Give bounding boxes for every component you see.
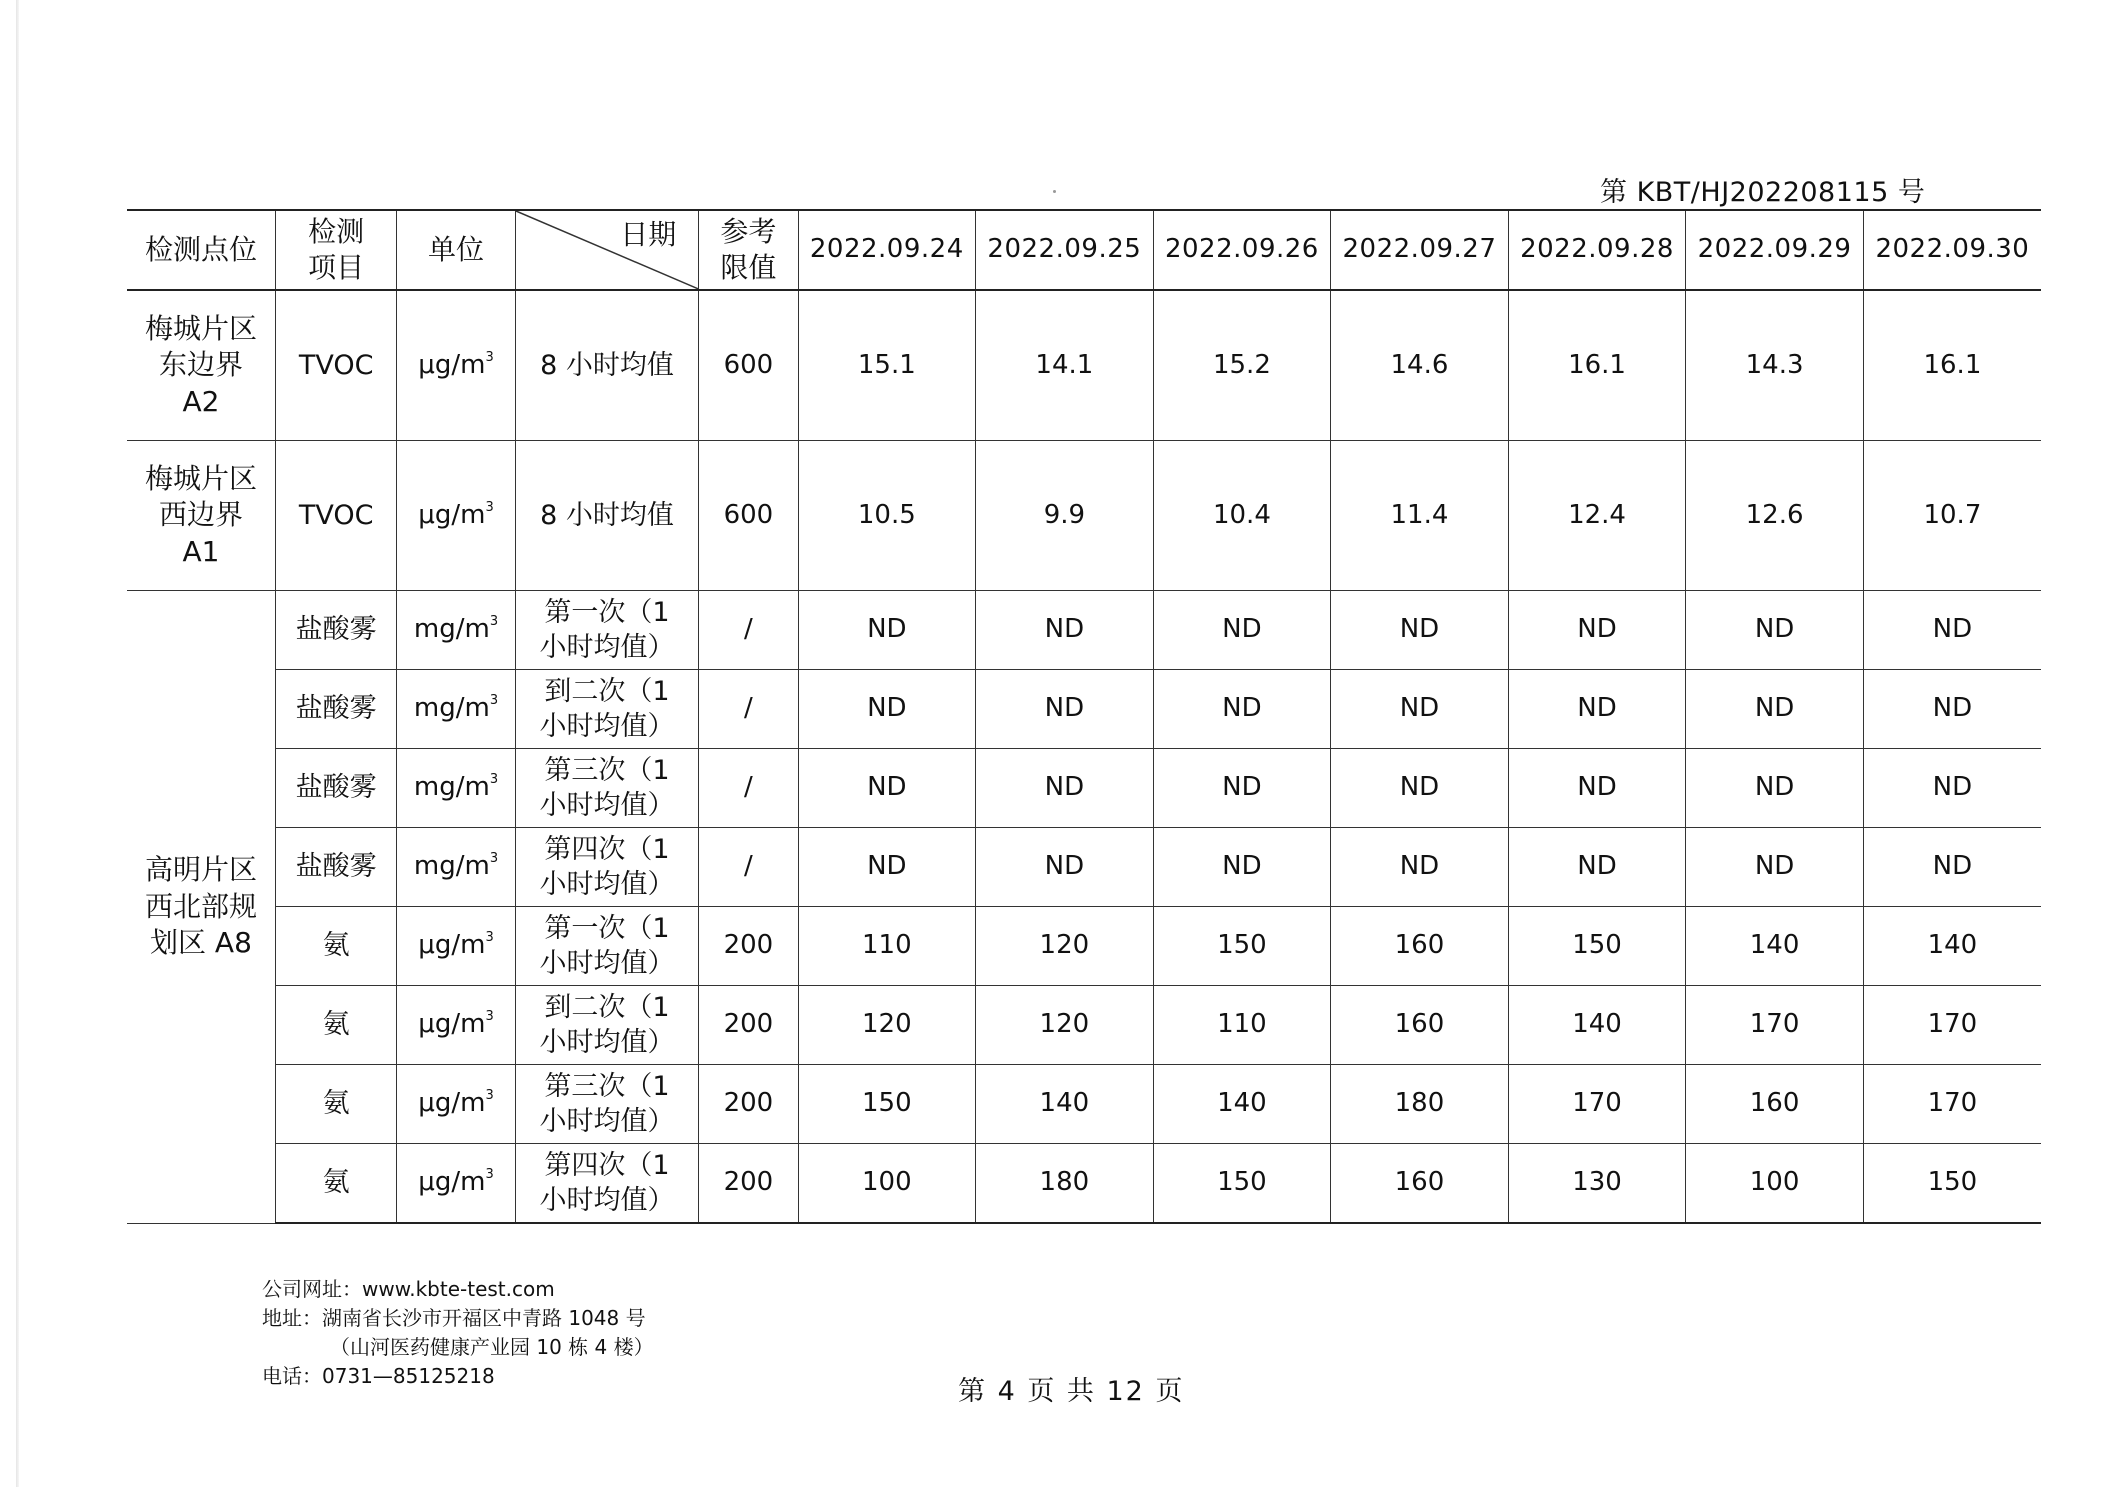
value-cell: 140 <box>1863 907 2041 986</box>
value-cell: 16.1 <box>1508 290 1686 441</box>
site-cell <box>127 441 275 591</box>
limit-cell: / <box>699 670 798 749</box>
frequency-line: 小时均值） <box>539 790 675 821</box>
value-cell: ND <box>1686 591 1864 670</box>
unit-superscript: 3 <box>489 693 499 709</box>
table-row <box>127 670 2041 749</box>
unit-cell <box>397 828 515 907</box>
scan-speck <box>1053 190 1056 193</box>
value-cell: ND <box>976 828 1154 907</box>
value-cell: 12.4 <box>1508 441 1686 591</box>
header-date: 2022.09.29 <box>1686 210 1864 290</box>
frequency-line: 小时均值） <box>539 948 675 979</box>
value-cell: ND <box>1153 670 1331 749</box>
value-cell: ND <box>1863 591 2041 670</box>
unit-cell <box>397 907 515 986</box>
value-cell: 150 <box>1508 907 1686 986</box>
report-number: 第 KBT/HJ202208115 号 <box>1600 177 1926 208</box>
value-cell: 130 <box>1508 1144 1686 1224</box>
frequency-cell <box>515 986 699 1065</box>
frequency-line: 小时均值） <box>539 1185 675 1216</box>
frequency-cell <box>515 907 699 986</box>
site-line: 梅城片区 <box>144 461 257 495</box>
table-row <box>127 828 2041 907</box>
item-cell: 氨 <box>275 986 396 1065</box>
unit-text: μg/m <box>418 349 486 380</box>
footer-address: 地址：湖南省长沙市开福区中青路 1048 号 <box>262 1306 646 1330</box>
value-cell: 11.4 <box>1331 441 1509 591</box>
value-cell: 110 <box>1153 986 1331 1065</box>
footer-website: 公司网址：www.kbte-test.com <box>262 1277 555 1301</box>
unit-cell <box>397 670 515 749</box>
value-cell: ND <box>976 749 1154 828</box>
frequency-line: 小时均值） <box>539 632 675 663</box>
value-cell: 140 <box>1508 986 1686 1065</box>
value-cell: 10.7 <box>1863 441 2041 591</box>
limit-cell: 200 <box>699 1144 798 1224</box>
site-line: A2 <box>182 384 220 418</box>
item-cell: 盐酸雾 <box>275 670 396 749</box>
unit-text: μg/m <box>418 1009 486 1040</box>
frequency-cell <box>515 1065 699 1144</box>
unit-superscript: 3 <box>485 349 494 365</box>
unit-text: μg/m <box>418 930 486 961</box>
value-cell: 140 <box>1153 1065 1331 1144</box>
footer-phone: 电话：0731—85125218 <box>262 1364 495 1388</box>
value-cell: ND <box>1331 670 1509 749</box>
value-cell: 170 <box>1686 986 1864 1065</box>
item-cell: TVOC <box>275 290 396 441</box>
unit-cell <box>397 290 515 441</box>
value-cell: ND <box>1153 828 1331 907</box>
site-line: 西边界 <box>158 498 243 532</box>
value-cell: 100 <box>1686 1144 1864 1224</box>
value-cell: ND <box>1863 670 2041 749</box>
limit-cell: 600 <box>699 441 798 591</box>
value-cell: ND <box>1153 749 1331 828</box>
site-line: 梅城片区 <box>144 311 257 345</box>
footer-contact <box>262 1275 654 1391</box>
value-cell: 180 <box>976 1144 1154 1224</box>
site-line: 东边界 <box>158 348 243 382</box>
monitoring-results-table <box>127 209 2041 1224</box>
value-cell: 100 <box>798 1144 976 1224</box>
footer-address-detail: （山河医药健康产业园 10 栋 4 楼） <box>330 1335 654 1359</box>
header-item-line1: 检测 <box>308 214 365 248</box>
header-limit-line2: 限值 <box>720 251 777 284</box>
unit-superscript: 3 <box>485 930 494 946</box>
frequency-line: 小时均值） <box>539 1027 675 1058</box>
site-cell <box>127 591 275 1224</box>
table-row <box>127 591 2041 670</box>
limit-cell: / <box>699 591 798 670</box>
value-cell: 16.1 <box>1863 290 2041 441</box>
scan-edge <box>16 0 19 1487</box>
item-cell: 盐酸雾 <box>275 591 396 670</box>
value-cell: 150 <box>1863 1144 2041 1224</box>
frequency-line: 第一次（1 <box>544 912 670 944</box>
limit-cell: 200 <box>699 986 798 1065</box>
value-cell: 140 <box>976 1065 1154 1144</box>
item-cell: 盐酸雾 <box>275 828 396 907</box>
unit-text: mg/m <box>413 693 490 724</box>
unit-cell <box>397 1065 515 1144</box>
header-date: 2022.09.26 <box>1153 210 1331 290</box>
value-cell: ND <box>1331 828 1509 907</box>
unit-cell <box>397 749 515 828</box>
value-cell: 10.5 <box>798 441 976 591</box>
value-cell: 14.1 <box>976 290 1154 441</box>
value-cell: ND <box>1153 591 1331 670</box>
value-cell: 170 <box>1863 1065 2041 1144</box>
site-line: 高明片区 <box>144 853 257 887</box>
value-cell: 150 <box>1153 1144 1331 1224</box>
value-cell: 12.6 <box>1686 441 1864 591</box>
value-cell: ND <box>798 591 976 670</box>
header-limit <box>699 210 798 290</box>
unit-cell <box>397 441 515 591</box>
value-cell: ND <box>1863 749 2041 828</box>
value-cell: 14.3 <box>1686 290 1864 441</box>
unit-text: μg/m <box>418 1088 486 1119</box>
frequency-line: 第三次（1 <box>544 754 670 786</box>
header-limit-line1: 参考 <box>720 214 777 248</box>
value-cell: 15.1 <box>798 290 976 441</box>
unit-text: mg/m <box>413 851 490 882</box>
header-site: 检测点位 <box>127 210 275 290</box>
frequency-line: 8 小时均值 <box>540 499 674 531</box>
value-cell: ND <box>1508 828 1686 907</box>
table-row <box>127 749 2041 828</box>
value-cell: 150 <box>798 1065 976 1144</box>
value-cell: 14.6 <box>1331 290 1509 441</box>
unit-superscript: 3 <box>489 614 499 630</box>
value-cell: 160 <box>1331 1144 1509 1224</box>
unit-text: μg/m <box>418 1167 486 1198</box>
table-row <box>127 986 2041 1065</box>
page-indicator: 第 4 页 共 12 页 <box>958 1376 1185 1407</box>
unit-superscript: 3 <box>489 851 499 867</box>
unit-superscript: 3 <box>489 772 499 788</box>
frequency-line: 第四次（1 <box>544 1149 670 1181</box>
header-date: 2022.09.28 <box>1508 210 1686 290</box>
frequency-cell <box>515 828 699 907</box>
frequency-line: 第四次（1 <box>544 833 670 865</box>
frequency-cell <box>515 591 699 670</box>
unit-superscript: 3 <box>485 499 494 515</box>
value-cell: 9.9 <box>976 441 1154 591</box>
table-row <box>127 441 2041 591</box>
header-date-label: 日期 <box>620 218 677 251</box>
value-cell: ND <box>1686 828 1864 907</box>
header-item-line2: 项目 <box>308 251 365 284</box>
unit-cell <box>397 591 515 670</box>
header-unit: 单位 <box>397 210 515 290</box>
value-cell: 180 <box>1331 1065 1509 1144</box>
limit-cell: / <box>699 749 798 828</box>
frequency-cell <box>515 1144 699 1224</box>
unit-text: μg/m <box>418 499 486 530</box>
table-row <box>127 1144 2041 1224</box>
site-line: 划区 A8 <box>150 925 252 959</box>
header-date: 2022.09.27 <box>1331 210 1509 290</box>
limit-cell: / <box>699 828 798 907</box>
header-date: 2022.09.30 <box>1863 210 2041 290</box>
value-cell: ND <box>1508 591 1686 670</box>
value-cell: 160 <box>1331 907 1509 986</box>
value-cell: ND <box>1508 670 1686 749</box>
limit-cell: 600 <box>699 290 798 441</box>
value-cell: ND <box>1686 749 1864 828</box>
frequency-cell <box>515 290 699 441</box>
value-cell: ND <box>1331 591 1509 670</box>
unit-superscript: 3 <box>485 1167 494 1183</box>
item-cell: 氨 <box>275 1144 396 1224</box>
unit-cell <box>397 1144 515 1224</box>
unit-text: mg/m <box>413 614 490 645</box>
value-cell: 160 <box>1686 1065 1864 1144</box>
item-cell: 氨 <box>275 907 396 986</box>
value-cell: 170 <box>1508 1065 1686 1144</box>
frequency-line: 小时均值） <box>539 1106 675 1137</box>
unit-text: mg/m <box>413 772 490 803</box>
value-cell: 10.4 <box>1153 441 1331 591</box>
value-cell: ND <box>1686 670 1864 749</box>
unit-superscript: 3 <box>485 1088 494 1104</box>
frequency-line: 第一次（1 <box>544 596 670 628</box>
unit-superscript: 3 <box>485 1009 494 1025</box>
value-cell: ND <box>798 670 976 749</box>
site-line: 西北部规 <box>144 889 257 923</box>
value-cell: 120 <box>976 986 1154 1065</box>
limit-cell: 200 <box>699 1065 798 1144</box>
value-cell: 15.2 <box>1153 290 1331 441</box>
value-cell: ND <box>1863 828 2041 907</box>
table-header-row <box>127 210 2041 290</box>
unit-cell <box>397 986 515 1065</box>
header-date: 2022.09.25 <box>976 210 1154 290</box>
value-cell: 120 <box>798 986 976 1065</box>
value-cell: 110 <box>798 907 976 986</box>
header-date-diagonal <box>515 210 699 290</box>
item-cell: TVOC <box>275 441 396 591</box>
site-line: A1 <box>182 534 220 568</box>
value-cell: ND <box>798 749 976 828</box>
value-cell: ND <box>976 670 1154 749</box>
value-cell: ND <box>1331 749 1509 828</box>
value-cell: 140 <box>1686 907 1864 986</box>
item-cell: 氨 <box>275 1065 396 1144</box>
value-cell: ND <box>1508 749 1686 828</box>
value-cell: 120 <box>976 907 1154 986</box>
value-cell: 150 <box>1153 907 1331 986</box>
value-cell: ND <box>798 828 976 907</box>
item-cell: 盐酸雾 <box>275 749 396 828</box>
site-cell <box>127 290 275 441</box>
frequency-line: 第三次（1 <box>544 1070 670 1102</box>
frequency-line: 8 小时均值 <box>540 349 674 381</box>
header-item <box>275 210 396 290</box>
frequency-line: 到二次（1 <box>544 991 670 1023</box>
value-cell: 160 <box>1331 986 1509 1065</box>
table-row <box>127 1065 2041 1144</box>
frequency-line: 小时均值） <box>539 869 675 900</box>
frequency-cell <box>515 670 699 749</box>
value-cell: ND <box>976 591 1154 670</box>
table-row <box>127 907 2041 986</box>
frequency-line: 小时均值） <box>539 711 675 742</box>
value-cell: 170 <box>1863 986 2041 1065</box>
frequency-cell <box>515 441 699 591</box>
frequency-line: 到二次（1 <box>544 675 670 707</box>
header-date: 2022.09.24 <box>798 210 976 290</box>
limit-cell: 200 <box>699 907 798 986</box>
frequency-cell <box>515 749 699 828</box>
table-row <box>127 290 2041 441</box>
